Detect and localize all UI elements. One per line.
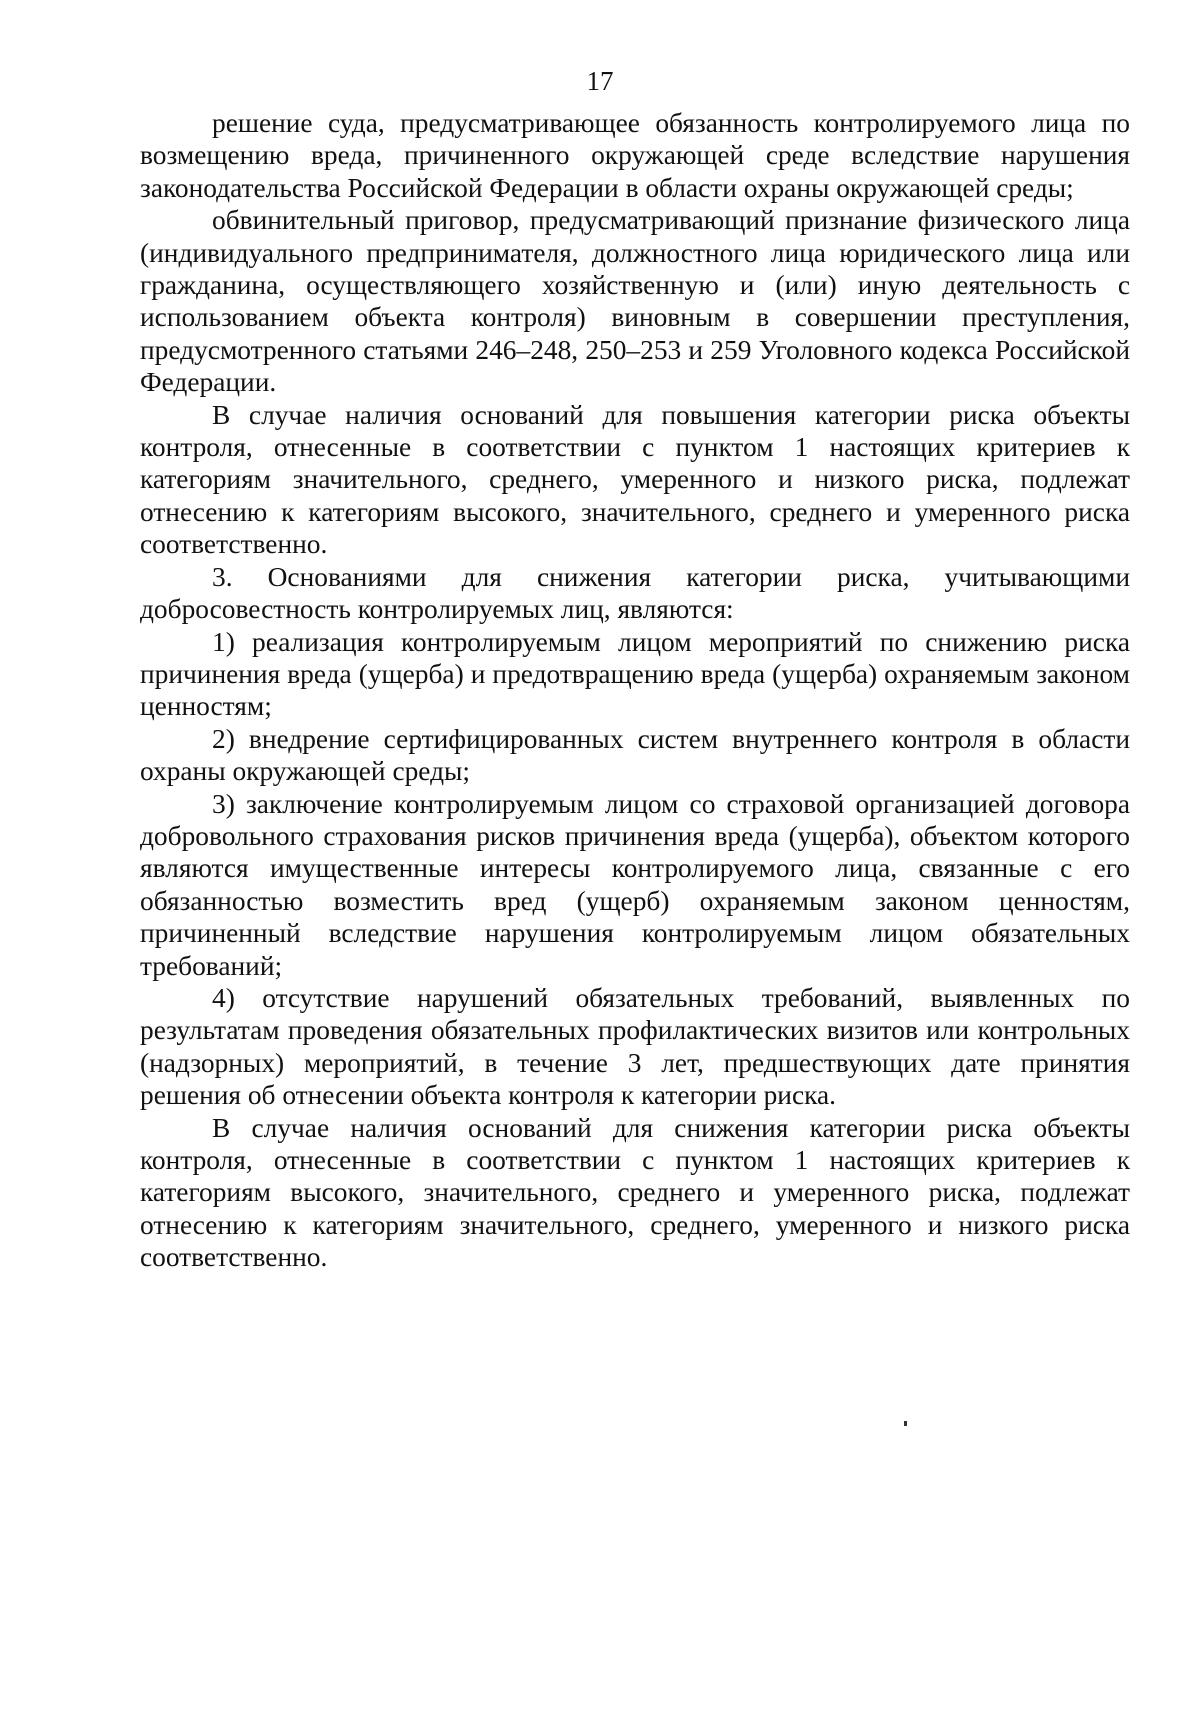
paragraph-section-3-intro: 3. Основаниями для снижения категории риска, учитывающими добросовестность контролируемых лиц, являются:: [140, 561, 1130, 625]
scan-speck: [904, 1421, 907, 1426]
list-item-1: 1) реализация контролируемым лицом мероприятий по снижению риска причинения вреда (ущерба) и предотвращению вреда (ущерба) охраняемым законом ценностям;: [140, 626, 1130, 722]
paragraph-court-decision: решение суда, предусматривающее обязанность контролируемого лица по возмещению вреда, причиненного окружающей среде вследствие нарушения законодательства Российской Федерации в области охраны окружающей среды;: [140, 108, 1130, 203]
list-item-3: 3) заключение контролируемым лицом со страховой организацией договора добровольного страхования рисков причинения вреда (ущерба), объектом которого являются имущественные интересы контролируемого лица, связанные с его обязанностью возместить вред (ущерб) охраняемым законом ценностям, причиненный вследствие нарушения контролируемым лицом обязательных требований;: [140, 788, 1130, 981]
list-item-2: 2) внедрение сертифицированных систем внутреннего контроля в области охраны окружающей среды;: [140, 723, 1130, 787]
document-body: [140, 107, 1130, 1274]
list-item-4: 4) отсутствие нарушений обязательных требований, выявленных по результатам проведения обязательных профилактических визитов или контрольных (надзорных) мероприятий, в течение 3 лет, предшествующих дате принятия решения об отнесении объекта контроля к категории риска.: [140, 982, 1130, 1111]
paragraph-risk-decrease: В случае наличия оснований для снижения категории риска объекты контроля, отнесенные в соответствии с пунктом 1 настоящих критериев к категориям высокого, значительного, среднего и умеренного риска, подлежат отнесению к категориям значительного, среднего, умеренного и низкого риска соответственно.: [140, 1112, 1130, 1273]
page-number: 17: [586, 66, 614, 96]
paragraph-conviction: обвинительный приговор, предусматривающий признание физического лица (индивидуального предпринимателя, должностного лица юридического лица или гражданина, осуществляющего хозяйственную и (или) иную деятельность с использованием объекта контроля) виновным в совершении преступления, предусмотренного статьями 246–248, 250–253 и 259 Уголовного кодекса Российской Федерации.: [140, 205, 1130, 398]
paragraph-risk-increase: В случае наличия оснований для повышения категории риска объекты контроля, отнесенные в соответствии с пунктом 1 настоящих критериев к категориям значительного, среднего, умеренного и низкого риска, подлежат отнесению к категориям высокого, значительного, среднего и умеренного риска соответственно.: [140, 399, 1130, 560]
